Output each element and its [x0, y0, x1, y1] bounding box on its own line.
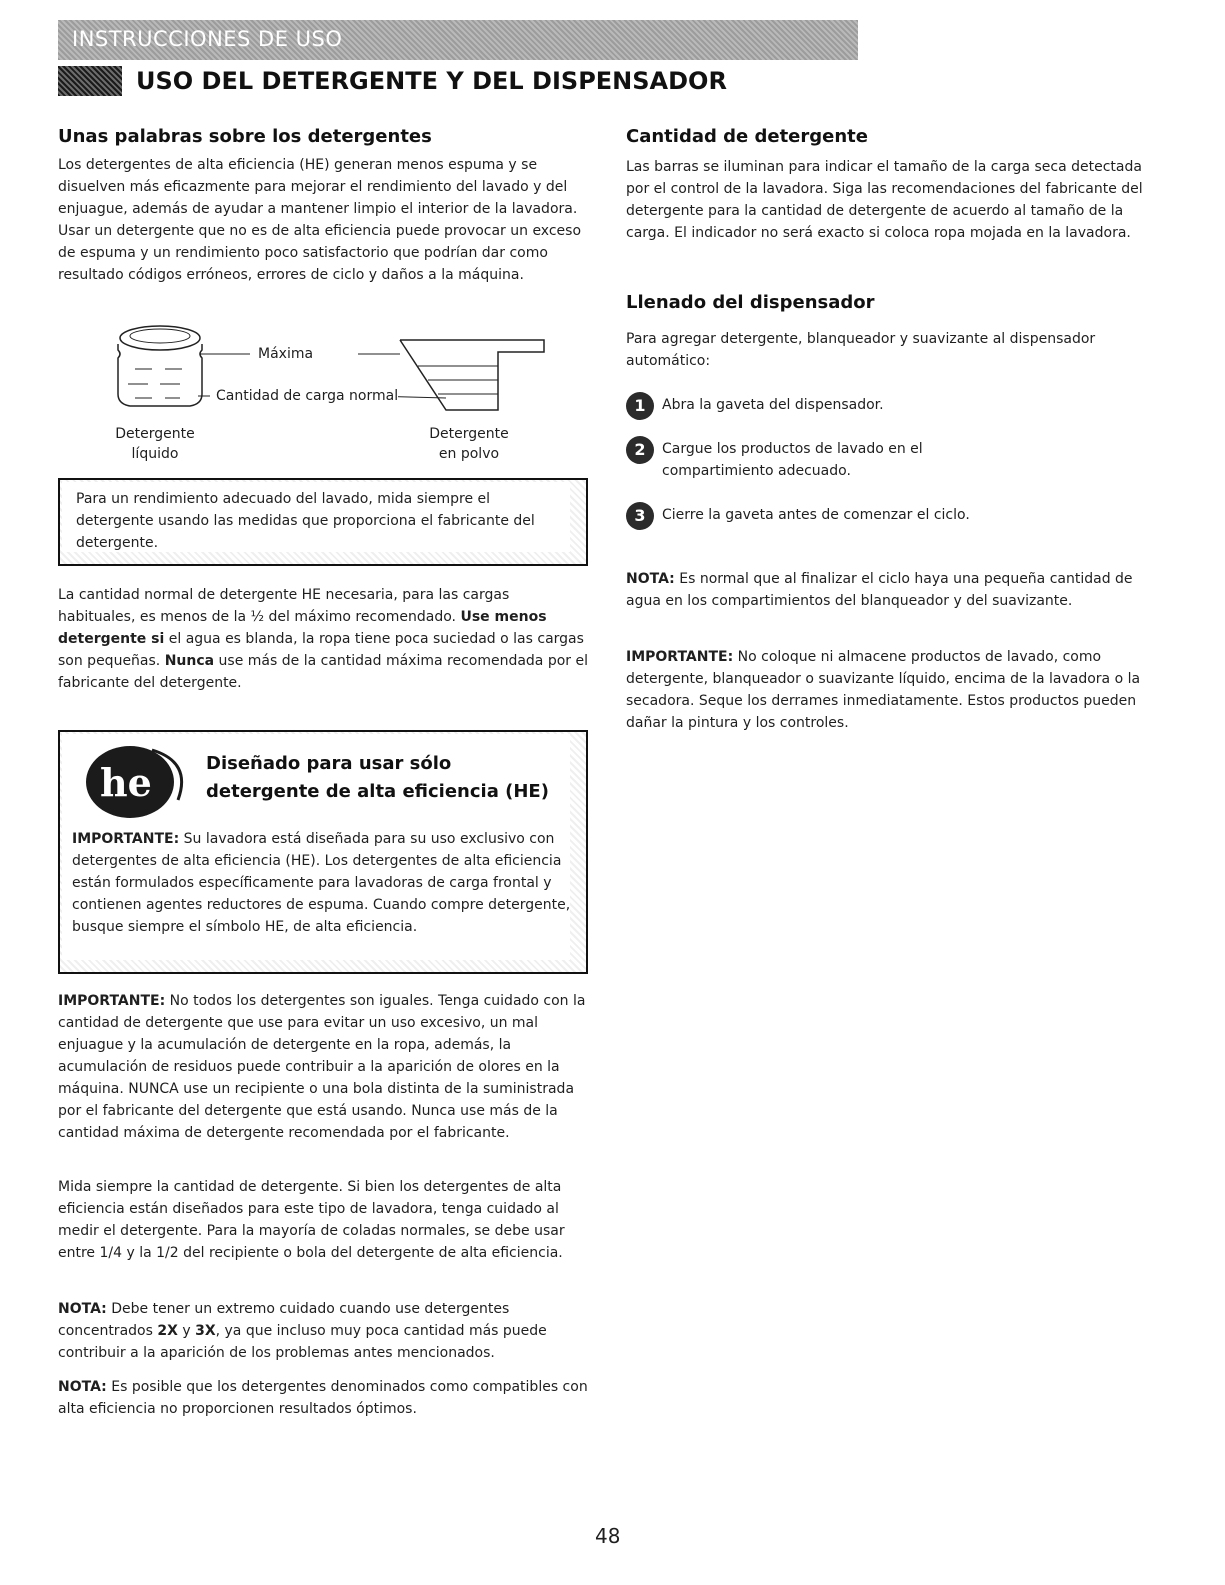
fill-dispenser-text: Para agregar detergente, blanqueador y suavizante al dispensador automático:: [626, 331, 1096, 369]
svg-text:he: he: [100, 760, 152, 805]
step-1: 1 Abra la gaveta del dispensador.: [626, 394, 1106, 420]
section-title-mark: [58, 66, 122, 96]
measure-paragraph: Mida siempre la cantidad de detergente. Si bien los detergentes de alta eficiencia están diseñados para este tipo de lavadora, tenga cuidado al medir el detergente. Para la mayoría de coladas normales, se debe usar entre 1/4 y la 1/2 del recipiente o bola del detergente de alta eficiencia.: [58, 1179, 565, 1261]
measure-note-text: Para un rendimiento adecuado del lavado, mida siempre el detergente usando las medidas que proporciona el fabricante del detergente.: [76, 491, 535, 551]
he-box: [58, 730, 588, 974]
step-2: 2 Cargue los productos de lavado en el compartimiento adecuado.: [626, 438, 986, 482]
step-3: 3 Cierre la gaveta antes de comenzar el ciclo.: [626, 504, 1106, 530]
normal-amount-paragraph: La cantidad normal de detergente HE necesaria, para las cargas habituales, es menos de la ½ del máximo recomendado. Use menos detergente si el agua es blanda, la ropa tiene poca suciedad o las cargas son pequeñas. Nunca use más de la cantidad máxima recomendada por el fabricante del detergente.: [58, 587, 589, 691]
header-band-text: INSTRUCCIONES DE USO: [72, 27, 343, 51]
label-maxima: Máxima: [258, 346, 314, 362]
he-title: Diseñado para usar sólo detergente de alta eficiencia (HE): [206, 753, 549, 802]
nota-concentrated: NOTA: Debe tener un extremo cuidado cuando use detergentes concentrados 2X y 3X, ya que incluso muy poca cantidad más puede contribuir a la aparición de los problemas antes mencionados.: [58, 1301, 547, 1361]
measure-note-box: [58, 478, 588, 566]
page-number: 48: [595, 1524, 621, 1548]
important-paragraph-left: IMPORTANTE: No todos los detergentes son iguales. Tenga cuidado con la cantidad de detergente que use para evitar un uso excesivo, un mal enjuague y la acumulación de detergente en la ropa, además, la acumulación de residuos puede contribuir a la aparición de olores en la máquina. NUNCA use un recipiente o una bola distinta de la suministrada por el fabricante del detergente que está usando. Nunca use más de la cantidad máxima de detergente recomendada por el fabricante.: [58, 993, 586, 1141]
heading-detergent-amount: Cantidad de detergente: [626, 126, 868, 147]
section-title-text: USO DEL DETERGENTE Y DEL DISPENSADOR: [136, 67, 727, 95]
step-1-number: 1: [626, 392, 654, 420]
section-title: [58, 66, 727, 96]
label-liquid-detergent: Detergente líquido: [115, 426, 195, 462]
heading-fill-dispenser: Llenado del dispensador: [626, 292, 875, 313]
heading-detergents: Unas palabras sobre los detergentes: [58, 126, 432, 147]
detergents-intro: Los detergentes de alta eficiencia (HE) generan menos espuma y se disuelven más eficazmente para mejorar el rendimiento del lavado y del enjuague, además de ayudar a mantener limpio el interior de la lavadora. Usar un detergente que no es de alta eficiencia puede provocar un exceso de espuma y un rendimiento poco satisfactorio que podrían dar como resultado códigos erróneos, errores de ciclo y daños a la máquina.: [58, 157, 582, 283]
nota-compatible: NOTA: Es posible que los detergentes denominados como compatibles con alta eficiencia no proporcionen resultados óptimos.: [58, 1379, 588, 1417]
label-normal-load: Cantidad de carga normal: [216, 388, 399, 404]
header-band: [58, 20, 858, 60]
step-3-number: 3: [626, 502, 654, 530]
label-powder-detergent: Detergente en polvo: [429, 426, 509, 462]
he-important-text: IMPORTANTE: Su lavadora está diseñada para su uso exclusivo con detergentes de alta eficiencia (HE). Los detergentes de alta eficiencia están formulados específicamente para lavadoras de carga frontal y contienen agentes reductores de espuma. Cuando compre detergente, busque siempre el símbolo HE, de alta eficiencia.: [72, 831, 571, 935]
detergent-amount-text: Las barras se iluminan para indicar el tamaño de la carga seca detectada por el control de la lavadora. Siga las recomendaciones del fabricante del detergente para la cantidad de detergente de acuerdo al tamaño de la carga. El indicador no será exacto si coloca ropa mojada en la lavadora.: [626, 159, 1143, 241]
nota-right: NOTA: Es normal que al finalizar el ciclo haya una pequeña cantidad de agua en los compartimientos del blanqueador y del suavizante.: [626, 571, 1133, 609]
step-2-number: 2: [626, 436, 654, 464]
important-paragraph-right: IMPORTANTE: No coloque ni almacene productos de lavado, como detergente, blanqueador o suavizante líquido, encima de la lavadora o la secadora. Seque los derrames inmediatamente. Estos productos pueden dañar la pintura y los controles.: [626, 649, 1141, 731]
he-logo-icon: [82, 742, 192, 822]
